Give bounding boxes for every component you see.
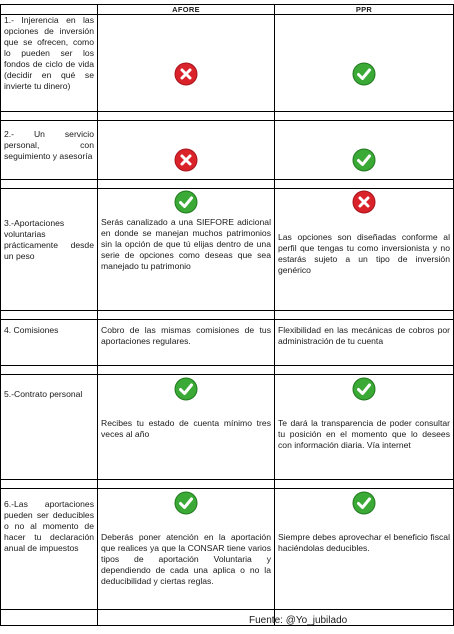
spacer-row: [1, 180, 454, 189]
afore-cell: [98, 489, 275, 610]
check-icon: [101, 189, 271, 214]
afore-description: Deberás poner atención en la aportación que realices ya que la CONSAR tiene varios tipos de aportación Voluntaria y dependiendo de cada una aplica o no la deducibilidad y ciertas reglas.: [101, 532, 271, 586]
row-label: 6.-Las aportaciones pueden ser deducibles o no al momento de hacer tu declaración anual de impuestos: [1, 489, 98, 610]
ppr-cell: [275, 489, 454, 610]
row-label: 3.-Aportaciones voluntarias prácticamente desde un peso: [1, 189, 98, 311]
check-icon: [101, 375, 271, 401]
spacer-row: [1, 610, 454, 626]
spacer-row: [1, 112, 454, 121]
x-icon: [101, 15, 271, 86]
afore-description: Recibes tu estado de cuenta mínimo tres veces al año: [101, 418, 271, 439]
ppr-description: Las opciones son diseñadas conforme al perfil que tengas tu como inversionista y no estarás sujeto a un tipo de inversión genérico: [278, 232, 450, 275]
ppr-cell: [275, 121, 454, 180]
check-icon: [278, 489, 450, 515]
afore-cell: [98, 189, 275, 311]
table-row-3: [1, 189, 454, 311]
check-icon: [278, 15, 450, 86]
afore-description: Cobro de las mismas comisiones de tus aportaciones regulares.: [101, 325, 271, 346]
header-afore: AFORE: [98, 5, 275, 15]
ppr-cell: [275, 15, 454, 112]
source-footer: Fuente: @Yo_jubilado: [249, 615, 348, 626]
afore-description: Serás canalizado a una SIEFORE adicional en donde se manejan muchos patrimonios sin la opción de que tú elijas dentro de una serie de opciones como deseas que sea manejado tu patrimonio: [101, 217, 271, 271]
afore-cell: [98, 375, 275, 480]
afore-cell: [98, 121, 275, 180]
afore-cell: [98, 320, 275, 366]
ppr-description: Te dará la transparencia de poder consultar tu posición en el momento que lo desees con información diaria. Vía internet: [278, 418, 450, 450]
ppr-cell: [275, 189, 454, 311]
comparison-table: [0, 4, 454, 626]
header-empty-cell: [1, 5, 98, 15]
spacer-row: [1, 311, 454, 320]
ppr-description: Siempre debes aprovechar el beneficio fiscal haciéndolas deducibles.: [278, 532, 450, 553]
table-row-6: [1, 489, 454, 610]
row-label: 1.- Injerencia en las opciones de inversión que se ofrecen, como lo pueden ser los fondos de ciclo de vida (decidir en qué se invierte tu dinero): [1, 15, 98, 112]
spacer-row: [1, 480, 454, 489]
table-row-5: [1, 375, 454, 480]
check-icon: [101, 489, 271, 515]
x-icon: [101, 121, 271, 172]
ppr-cell: [275, 320, 454, 366]
ppr-cell: [275, 375, 454, 480]
row-label: 5.-Contrato personal: [1, 375, 98, 480]
x-icon: [278, 189, 450, 214]
row-label: 2.- Un servicio personal, con seguimiento y asesoría: [1, 121, 98, 180]
header-row: [1, 5, 454, 15]
header-ppr: PPR: [275, 5, 454, 15]
table-row-1: [1, 15, 454, 112]
spacer-row: [1, 366, 454, 375]
table-row-2: [1, 121, 454, 180]
check-icon: [278, 375, 450, 401]
table-row-4: [1, 320, 454, 366]
afore-cell: [98, 15, 275, 112]
check-icon: [278, 121, 450, 172]
ppr-description: Flexibilidad en las mecánicas de cobros por administración de tu cuenta: [278, 325, 450, 346]
row-label: 4. Comisiones: [1, 320, 98, 366]
